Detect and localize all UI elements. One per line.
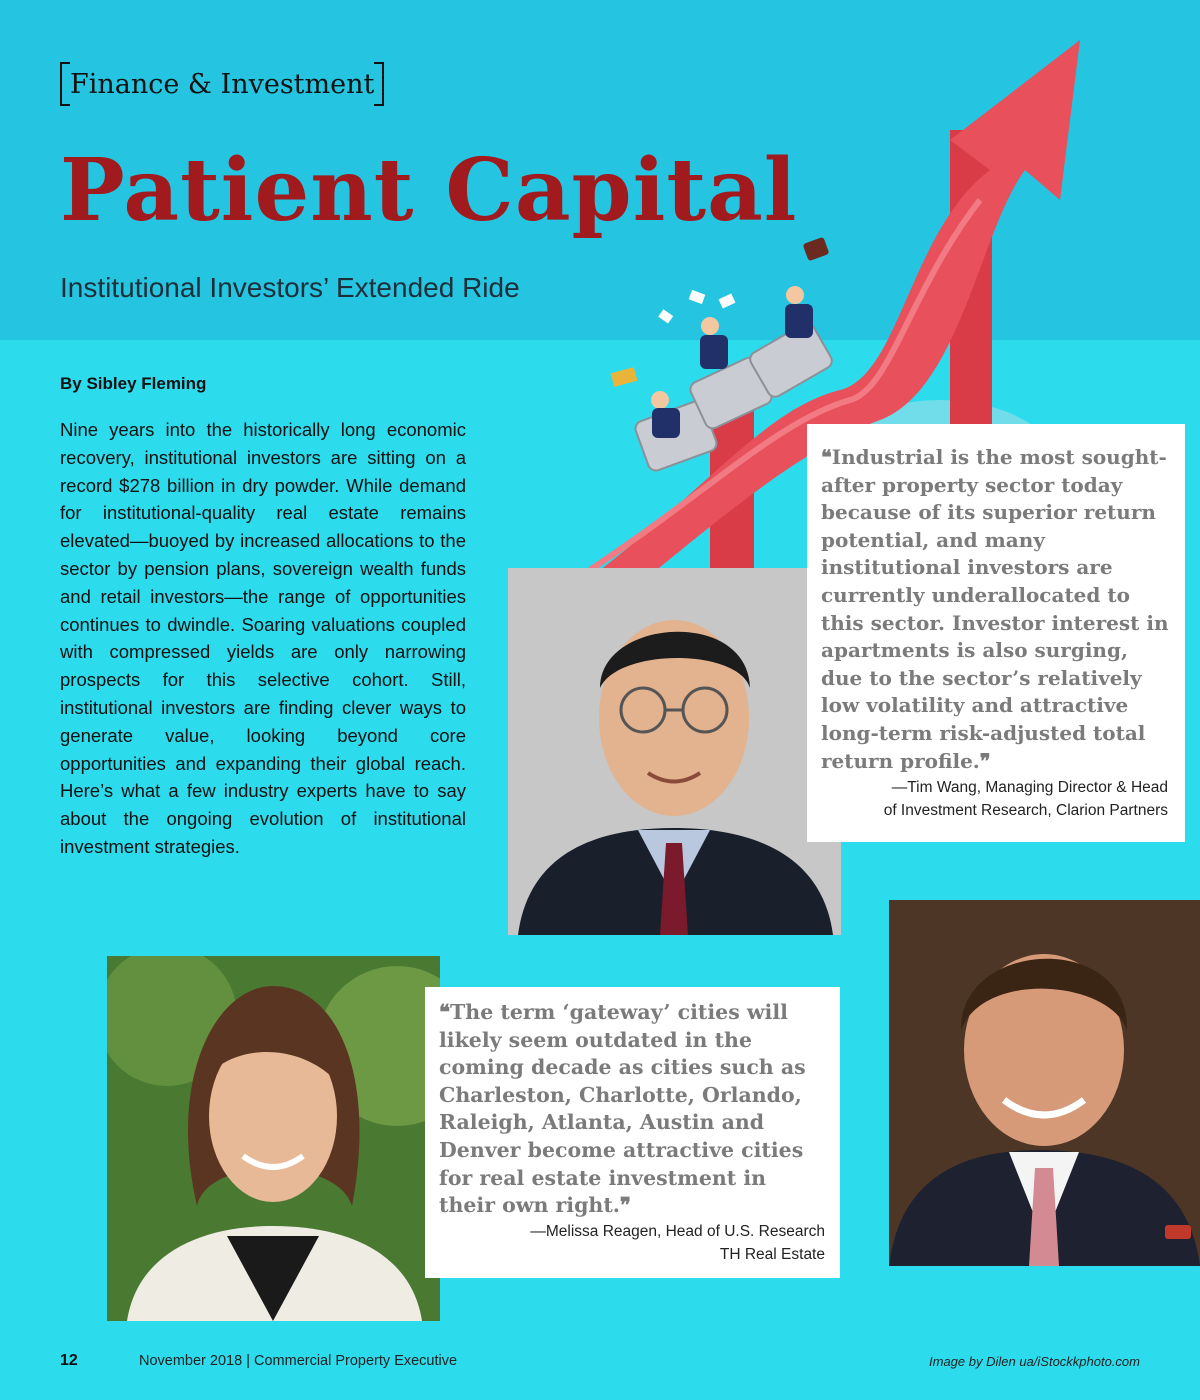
portrait-photo-tim-wang (508, 568, 841, 935)
publication-footer: November 2018 | Commercial Property Executive (139, 1353, 458, 1369)
briefcase (803, 237, 830, 261)
pull-quote-gateway-cities (425, 987, 840, 1278)
portrait-photo-executive (889, 900, 1200, 1266)
page-number: 12 (60, 1352, 78, 1369)
laptop (611, 367, 638, 387)
headline: Patient Capital (60, 140, 798, 241)
image-credit: Image by Dilen ua/iStockkphoto.com (929, 1354, 1140, 1369)
article-body: Nine years into the historically long economic recovery, institutional investors are sitting on a record $278 billion in dry powder. While demand for institutional-quality real estate remains elevated—buoyed by increased allocations to the sector by pension plans, sovereign wealth funds and retail investors—the range of opportunities continues to dwindle. Soaring valuations coupled with compressed yields are only narrowing prospects for this selective cohort. Still, institutional investors are finding clever ways to generate value, looking beyond core opportunities and expanding their global reach. Here’s what a few industry experts have to say about the ongoing evolution of institutional investment strategies. (60, 419, 466, 857)
pull-quote-attribution (828, 776, 1168, 822)
attribution-line: TH Real Estate (719, 1246, 825, 1263)
subheadline: Institutional Investors’ Extended Ride (60, 272, 520, 303)
flying-papers (658, 290, 735, 324)
attribution-line: —Tim Wang, Managing Director & Head (891, 779, 1168, 796)
section-tag: Finance & Investment (60, 64, 384, 104)
pull-quote-industrial (807, 424, 1185, 842)
attribution-line: —Melissa Reagen, Head of U.S. Research (530, 1223, 825, 1240)
pull-quote-attribution (485, 1220, 825, 1266)
attribution-line: of Investment Research, Clarion Partners (883, 802, 1168, 819)
pull-quote-text: ❝Industrial is the most sought-after property sector today because of its superior return potential, and many institutional investors are currently underallocated to this sector. Investor interest in apartments is also surging, due to the sector’s relatively low volatility and attractive long-term risk-adjusted total return profile.❞ (821, 445, 1169, 773)
portrait-photo-melissa-reagen (107, 956, 440, 1321)
pull-quote-text: ❝The term ‘gateway’ cities will likely seem outdated in the coming decade as cities such as Charleston, Charlotte, Orlando, Raleigh, Atlanta, Austin and Denver become attractive cities for real estate investment in their own right.❞ (439, 1000, 806, 1218)
byline: By Sibley Fleming (60, 374, 207, 393)
